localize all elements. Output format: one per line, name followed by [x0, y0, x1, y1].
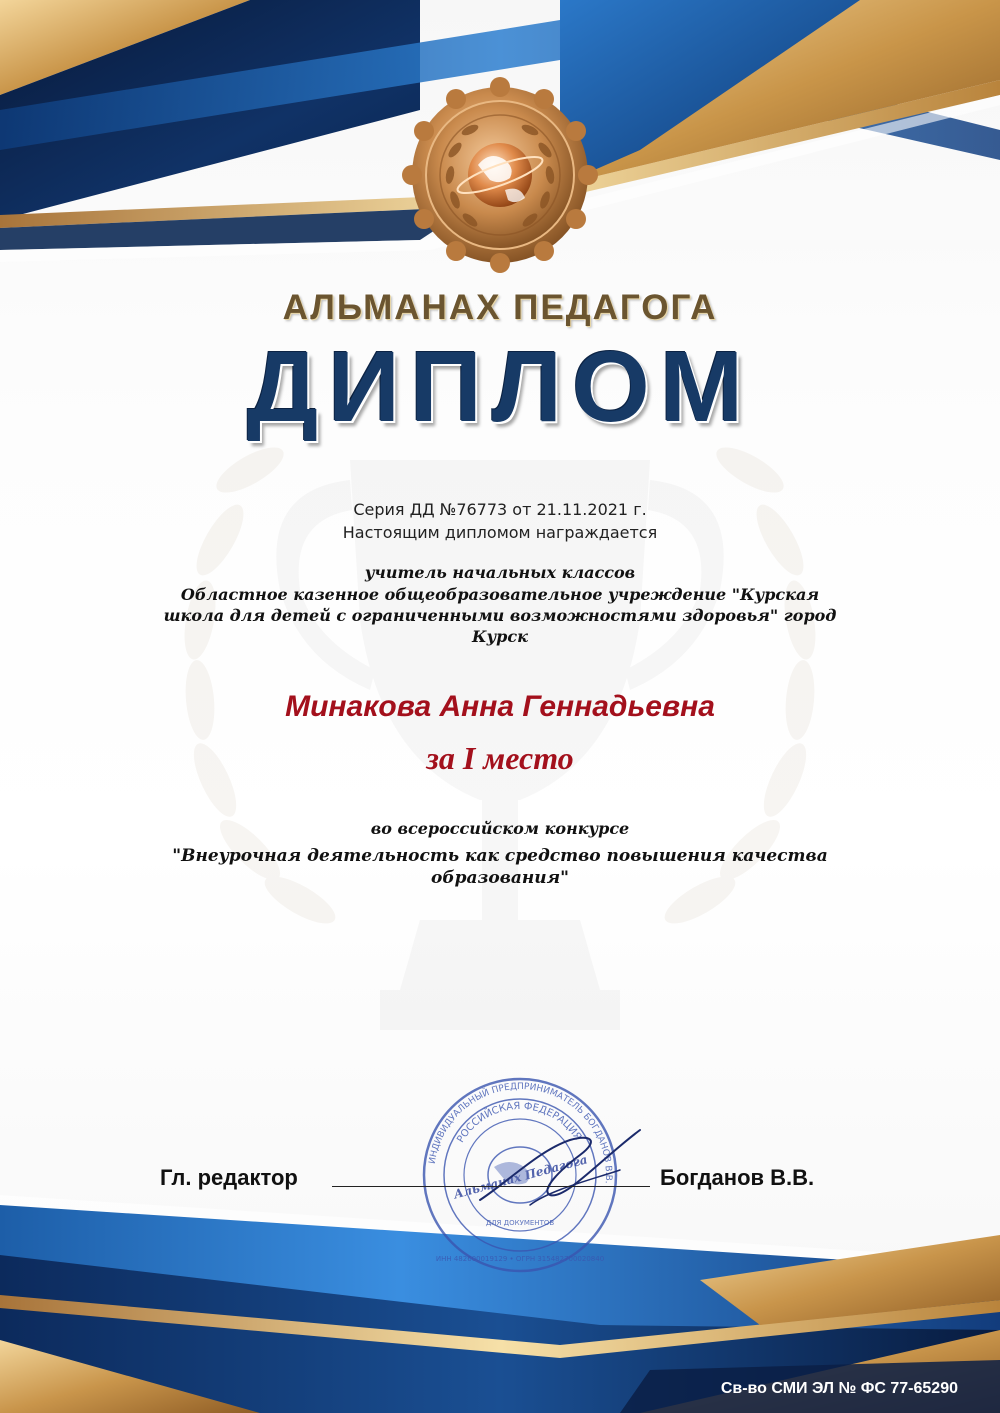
svg-text:ИНДИВИДУАЛЬНЫЙ ПРЕДПРИНИМАТЕЛЬ: ИНДИВИДУАЛЬНЫЙ ПРЕДПРИНИМАТЕЛЬ БОГДАНОВ В.В.	[427, 1081, 614, 1185]
svg-text:ИНН 482600019129 • ОГРН 315482: ИНН 482600019129 • ОГРН 315482700020840	[435, 1255, 605, 1263]
signature-icon	[470, 1110, 650, 1220]
contest-name: "Внеурочная деятельность как средство повышения качества образования"	[172, 846, 828, 888]
series-line: Серия ДД №76773 от 21.11.2021 г.	[353, 500, 647, 519]
awarded-line: Настоящим дипломом награждается	[342, 523, 658, 542]
media-license: Св-во СМИ ЭЛ № ФС 77-65290	[720, 1380, 958, 1397]
svg-text:Альманах Педагога: Альманах Педагога	[452, 1152, 589, 1202]
diploma-title: ДИПЛОМ	[246, 331, 754, 443]
recipient-institution: Областное казенное общеобразовательное учреждение "Курская школа для детей с ограниченными возможностями здоровья" город Курск	[163, 585, 837, 646]
editor-name: Богданов В.В.	[660, 1165, 815, 1190]
svg-text:РОССИЙСКАЯ ФЕДЕРАЦИЯ: РОССИЙСКАЯ ФЕДЕРАЦИЯ	[455, 1100, 584, 1145]
recipient-name: Минакова Анна Геннадьевна	[285, 690, 715, 723]
brand-title: АЛЬМАНАХ ПЕДАГОГА	[282, 288, 718, 327]
recipient-position: учитель начальных классов	[364, 563, 636, 582]
svg-text:ДЛЯ ДОКУМЕНТОВ: ДЛЯ ДОКУМЕНТОВ	[485, 1219, 555, 1227]
contest-intro: во всероссийском конкурсе	[370, 819, 630, 838]
signature-line	[332, 1186, 650, 1187]
editor-label: Гл. редактор	[160, 1165, 298, 1190]
award-place: за I место	[426, 740, 574, 776]
